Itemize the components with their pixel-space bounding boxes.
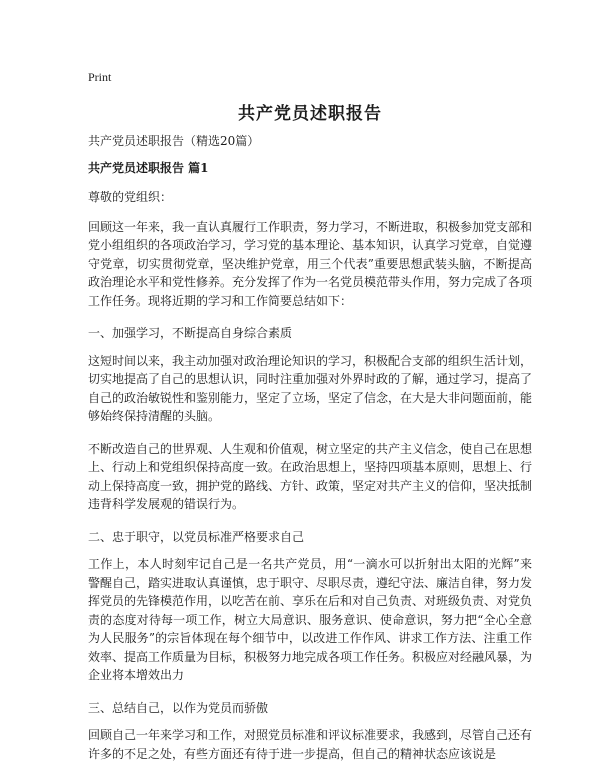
section-heading: 一、加强学习，不断提高自身综合素质 <box>88 326 293 340</box>
intro-paragraph: 回顾这一年来，我一直认真履行工作职责，努力学习，不断进取，积极参加党支部和党小组组织的各项政治学习，学习党的基本理论、基本知识，认真学习党章，自觉遵守党章，切实贯彻党章，坚决维护党章，用三个代表”重要思想武装头脑，不断提高政治理论水平和党性修养。充分发挥了作为一名党员模范带头作用，努力完成了各项工作任务。现将近期的学习和工作简要总结如下： <box>88 219 533 308</box>
section-heading: 二、忠于职守，以党员标准严格要求自己 <box>88 529 305 544</box>
document-subtitle: 共产党员述职报告（精选20篇） <box>88 134 260 148</box>
section-heading: 三、总结自己，以作为党员而骄傲 <box>88 700 269 715</box>
salutation: 尊敬的党组织： <box>88 190 173 204</box>
print-label[interactable]: Print <box>88 70 112 84</box>
page-title: 共产党员述职报告 <box>238 104 382 124</box>
section-paragraph: 不断改造自己的世界观、人生观和价值观，树立坚定的共产主义信念，使自己在思想上、行动上和党组织保持高度一致。在政治思想上，坚持四项基本原则，思想上、行动上保持高度一致，拥护党的路线、方针、政策，坚定对共产主义的信仰，坚决抵制违背科学发展观的错误行为。 <box>88 441 533 511</box>
document-body <box>88 132 532 777</box>
article-heading: 共产党员述职报告 篇1 <box>88 160 209 175</box>
section-paragraph: 这短时间以来，我主动加强对政治理论知识的学习，积极配合支部的组织生活计划，切实地提高了自己的思想认识，同时注重加强对外界时政的了解，通过学习，提高了自己的政治敏锐性和鉴别能力，坚定了立场，坚定了信念，在大是大非问题面前，能够始终保持清醒的头脑。 <box>88 353 533 423</box>
section-paragraph: 工作上，本人时刻牢记自己是一名共产党员，用“一滴水可以折射出太阳的光辉”来警醒自己，踏实进取认真谨慎，忠于职守、尽职尽责，遵纪守法、廉洁自律，努力发挥党员的先锋模范作用，以吃苦在前、享乐在后和对自己负责、对班级负责、对党负责的态度对待每一项工作，树立大局意识、服务意识、使命意识，努力把“全心全意为人民服务”的宗旨体现在每个细节中，以改进工作作风、讲求工作方法、注重工作效率、提高工作质量为目标，积极努力地完成各项工作任务。积极应对经融风暴，为企业将本增效出力 <box>88 557 533 682</box>
section-paragraph: 回顾自己一年来学习和工作，对照党员标准和评议标准要求，我感到，尽管自己还有许多的不足之处，有些方面还有待于进一步提高，但自己的精神状态应该说是 <box>88 728 533 761</box>
